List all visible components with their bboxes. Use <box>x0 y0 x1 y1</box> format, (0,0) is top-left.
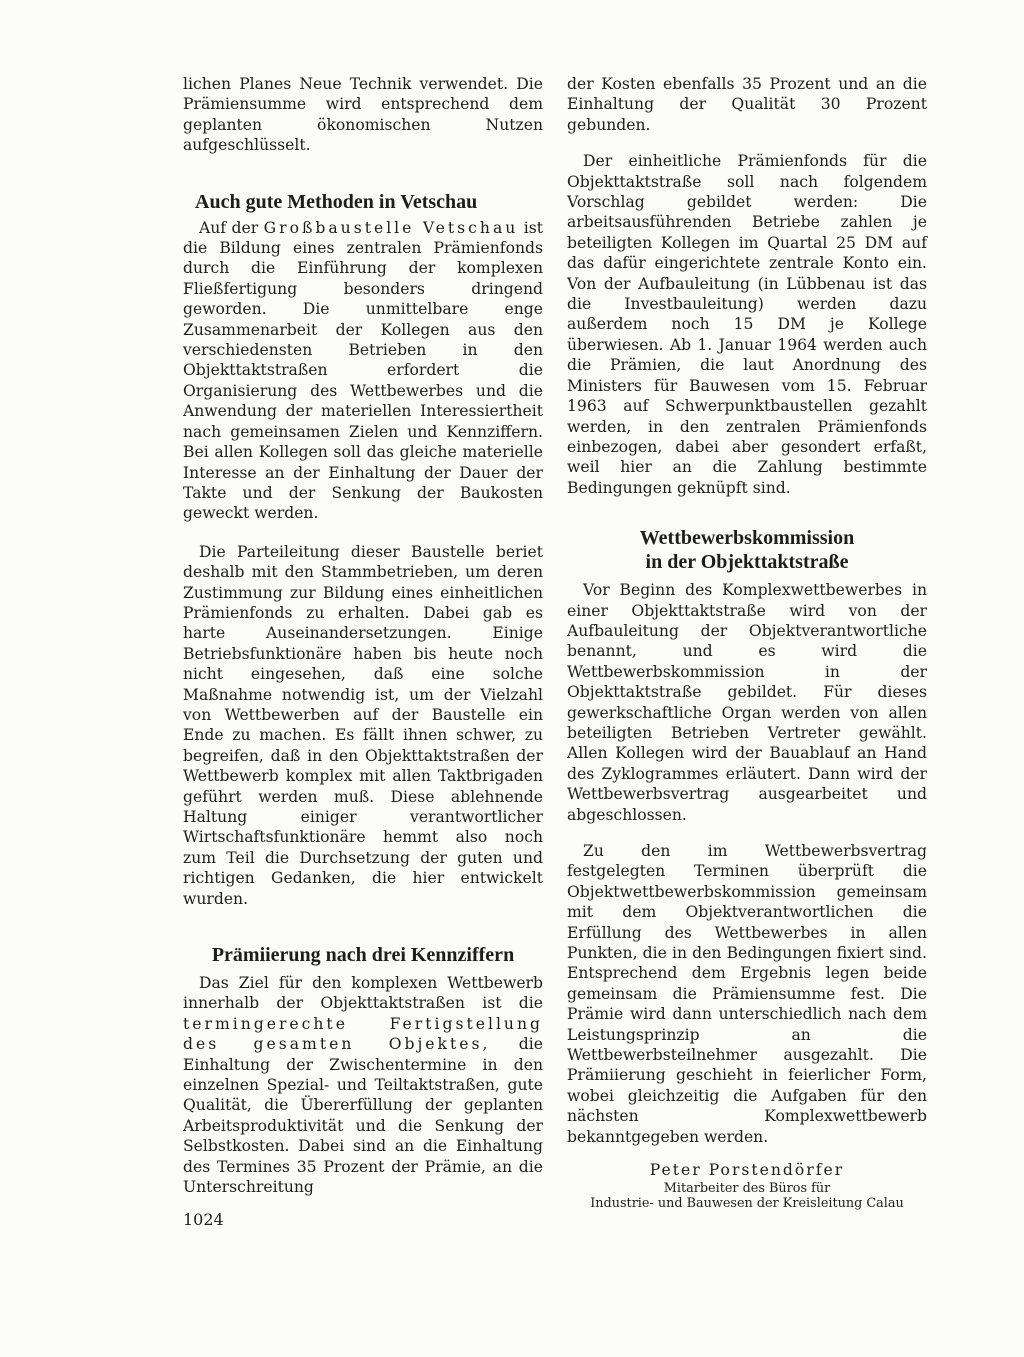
left-column <box>183 74 543 1198</box>
paragraph-praemienfonds: Der einheitliche Prämienfonds für die Objekttaktstraße soll nach folgendem Vorschlag gebildet werden: Die arbeitsausführenden Betriebe zahlen je beteiligten Kollegen im Quartal 25 DM auf das dafür eingerichtete zentrale Konto ein. Von der Aufbauleitung (in Lübbenau ist das die Investbauleitung) werden dazu außerdem noch 15 DM je Kollege überwiesen. Ab 1. Januar 1964 werden auch die Prämien, die laut Anordnung des Ministers für Bauwesen vom 15. Februar 1963 auf Schwerpunktbaustellen gezahlt werden, in den zentralen Prämienfonds einbezogen, dabei aber gesondert erfaßt, weil hier an die Zahlung bestimmte Bedingungen geknüpft sind. <box>567 152 927 497</box>
paragraph-komplexwettbewerb: Vor Beginn des Komplexwettbewerbes in einer Objekttaktstraße wird von der Aufbauleitung der Objektverantwortliche benannt, und es wird die Wettbewerbskommission in der Objekttaktstraße gebildet. Für dieses gewerkschaftliche Organ werden von allen beteiligten Betrieben Vertreter gewählt. Allen Kollegen wird der Bauablauf an Hand des Zyklogrammes erläutert. Dann wird der Wettbewerbsvertrag ausgearbeitet und abgeschlossen. <box>567 581 927 824</box>
heading-line-2: in der Objekttaktstraße <box>645 551 849 574</box>
signature-role-line-2: Industrie- und Bauwesen der Kreisleitung Calau <box>590 1196 904 1212</box>
page-number: 1024 <box>183 1210 224 1229</box>
section-heading-vetschau: Auch gute Methoden in Vetschau <box>195 190 478 213</box>
heading-line-1: Wettbewerbskommission <box>639 527 855 550</box>
paragraph-ziel-body: , die Einhaltung der Zwischentermine in den einzelnen Spezial- und Teiltaktstraßen, gute Qualität, die Übererfüllung der geplanten Arbeitsproduktivität und die Senkung der Selbstkosten. Dabei sind an die Einhaltung des Termines 35 Prozent der Prämie, an die Unterschreitung <box>183 1035 543 1197</box>
signature-role-line-1: Mitarbeiter des Büros für <box>663 1181 831 1197</box>
paragraph-vetschau-body: ist die Bildung eines zentralen Prämienfonds durch die Einführung der komplexen Fließfertigung besonders dringend geworden. Die unmittelbare enge Zusammenarbeit der Kollegen aus den verschiedensten Betrieben in den Objekttaktstraßen erfordert die Organisierung des Wettbewerbes und die Anwendung der materiellen Interessiertheit nach gemeinsamen Zielen und Kennziffern. Bei allen Kollegen soll das gleiche materielle Interesse an der Einhaltung der Dauer der Takte und der Senkung der Baukosten geweckt werden. <box>183 218 544 523</box>
paragraph-vetschau-lead: Auf der <box>199 218 264 237</box>
paragraph-ziel <box>183 973 543 1197</box>
section-heading-praemiierung: Prämiierung nach drei Kennziffern <box>211 944 515 967</box>
paragraph-kosten: der Kosten ebenfalls 35 Prozent und an die Einhaltung der Qualität 30 Prozent gebunden. <box>567 75 927 134</box>
paragraph-vetschau <box>183 218 543 524</box>
paragraph-wettbewerbsvertrag: Zu den im Wettbewerbsvertrag festgelegten Terminen überprüft die Objektwettbewerbskommission gemeinsam mit dem Objektverantwortlichen die Erfüllung des Wettbewerbes in allen Punkten, die in den Bedingungen fixiert sind. Entsprechend dem Ergebnis legen beide gemeinsam die Prämiensumme fest. Die Prämie wird dann unterschiedlich nach dem Leistungsprinzip an die Wettbewerbsteilnehmer ausgezahlt. Die Prämiierung geschieht in feierlicher Form, wobei gleichzeitig die Aufgaben für den nächsten Komplexwettbewerb bekanntgegeben werden. <box>567 842 927 1146</box>
signature-name: Peter Porstendörfer <box>649 1161 845 1180</box>
paragraph-parteileitung: Die Parteileitung dieser Baustelle beriet deshalb mit den Stammbetrieben, um deren Zustimmung zur Bildung eines einheitlichen Prämienfonds zu erhalten. Dabei gab es harte Auseinandersetzungen. Einige Betriebsfunktionäre haben bis heute noch nicht eingesehen, daß eine solche Maßnahme notwendig ist, um der Vielzahl von Wettbewerben auf der Baustelle ein Ende zu machen. Es fällt ihnen schwer, zu begreifen, daß in den Objekttaktstraßen der Wettbewerb komplex mit allen Taktbrigaden geführt werden muß. Diese ablehnende Haltung einiger verantwortlicher Wirtschaftsfunktionäre hemmt also noch zum Teil die Durchsetzung der guten und richtigen Gedanken, die hier entwickelt wurden. <box>183 542 543 908</box>
right-column <box>567 74 927 1211</box>
paragraph-ziel-lead: Das Ziel für den komplexen Wettbewerb innerhalb der Objekttaktstraßen ist die <box>183 974 543 1013</box>
section-heading-wettbewerbskommission <box>567 526 927 574</box>
paragraph-continuation: lichen Planes Neue Technik verwendet. Die Prämiensumme wird entsprechend dem geplanten ökonomischen Nutzen aufgeschlüsselt. <box>183 75 543 155</box>
paragraph-ziel-emphasis: termingerechte Fertigstellung des gesamten Objektes <box>183 1014 543 1054</box>
paragraph-vetschau-emphasis: Großbaustelle Vetschau <box>263 218 519 237</box>
